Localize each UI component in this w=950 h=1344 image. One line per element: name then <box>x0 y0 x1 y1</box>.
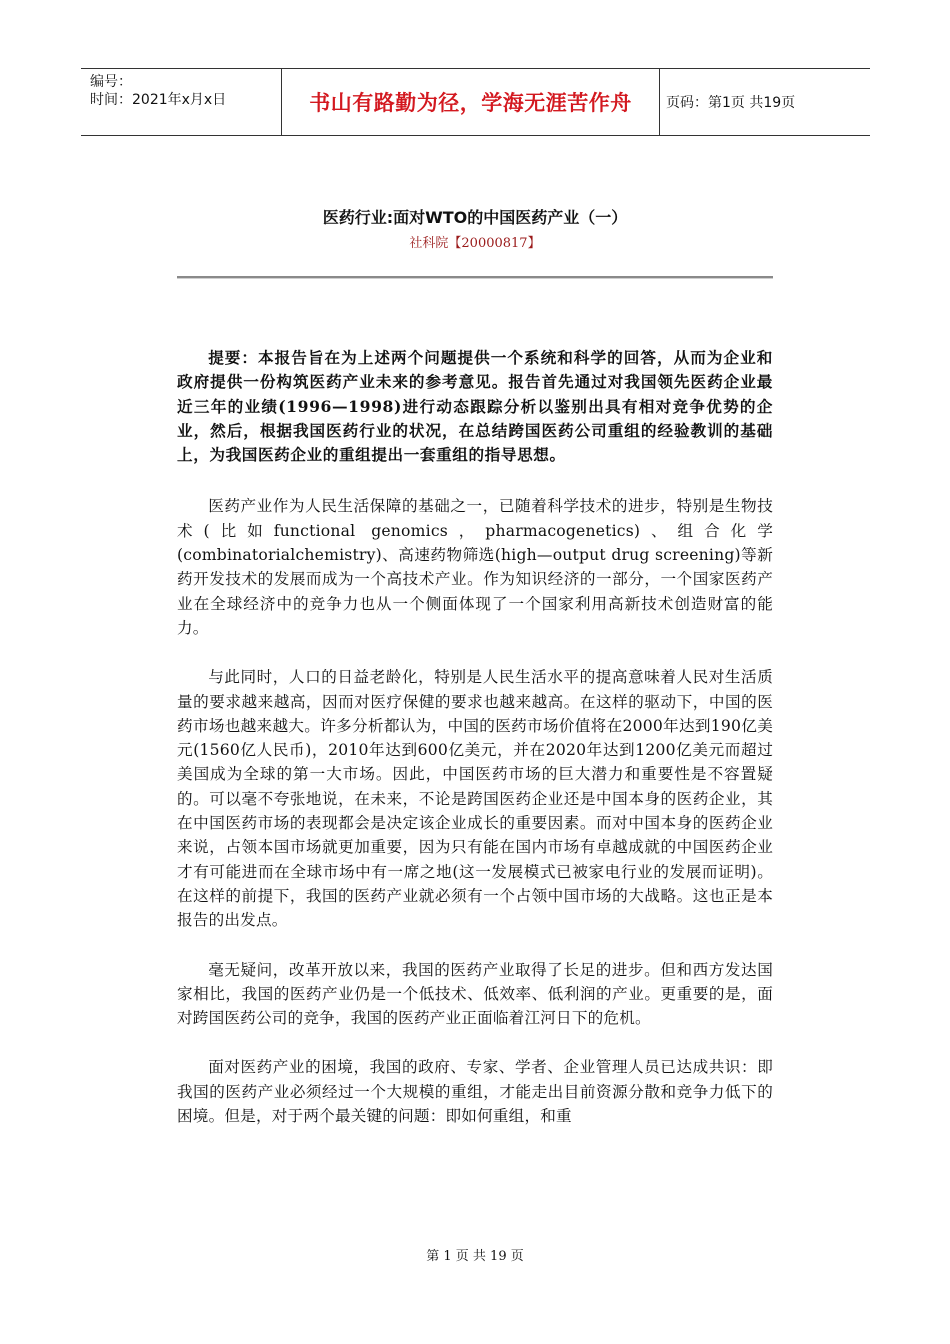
page-footer: 第 1 页 共 19 页 <box>426 1249 524 1264</box>
article-body <box>177 346 773 1128</box>
header-motto-cell <box>281 68 660 136</box>
article-source: 社科院【20000817】 <box>409 236 541 251</box>
body-paragraph: 与此同时，人口的日益老龄化，特别是人民生活水平的提高意味着人民对生活质量的要求越来越高，因而对医疗保健的要求也越来越高。在这样的驱动下，中国的医药市场也越来越大。许多分析都认为，中国的医药市场价值将在2000年达到190亿美元(1560亿人民币)，2010年达到600亿美元，并在2020年达到1200亿美元而超过美国成为全球的第一大市场。因此，中国医药市场的巨大潜力和重要性是不容置疑的。可以毫不夸张地说，在未来，不论是跨国医药企业还是中国本身的医药企业，其在中国医药市场的表现都会是决定该企业成长的重要因素。而对中国本身的医药企业来说，占领本国市场就更加重要，因为只有能在国内市场有卓越成就的中国医药企业才有可能进而在全球市场中有一席之地(这一发展模式已被家电行业的发展而证明)。在这样的前提下，我国的医药产业就必须有一个占领中国市场的大战略。这也正是本报告的出发点。 <box>177 668 773 930</box>
header-left-cell <box>81 69 281 135</box>
body-paragraph: 毫无疑问，改革开放以来，我国的医药产业取得了长足的进步。但和西方发达国家相比，我国的医药产业仍是一个低技术、低效率、低利润的产业。更重要的是，面对跨国医药公司的竞争，我国的医药产业正面临着江河日下的危机。 <box>177 960 773 1028</box>
header-table <box>81 68 870 136</box>
article-title: 医药行业:面对WTO的中国医药产业（一） <box>322 208 628 227</box>
body-paragraph: 面对医药产业的困境，我国的政府、专家、学者、企业管理人员已达成共识：即我国的医药产业必须经过一个大规模的重组，才能走出目前资源分散和竞争力低下的困境。但是，对于两个最关键的问题：即如何重组，和重 <box>177 1058 773 1126</box>
body-paragraph: 医药产业作为人民生活保障的基础之一，已随着科学技术的进步，特别是生物技术(比如functional genomics，pharmacogenetics)、组合化学(combinatorialchemistry)、高速药物筛选(high—output drug screening)等新药开发技术的发展而成为一个高技术产业。作为知识经济的一部分，一个国家医药产业在全球经济中的竞争力也从一个侧面体现了一个国家利用高新技术创造财富的能力。 <box>177 497 773 637</box>
document-time-label: 时间：2021年x月x日 <box>90 92 227 108</box>
header-page-code: 页码：第1页 共19页 <box>666 95 796 111</box>
header-motto: 书山有路勤为径，学海无涯苦作舟 <box>309 91 632 115</box>
abstract-paragraph: 提要：本报告旨在为上述两个问题提供一个系统和科学的回答，从而为企业和政府提供一份构筑医药产业未来的参考意见。报告首先通过对我国领先医药企业最近三年的业绩(1996—1998)进行动态跟踪分析以鉴别出具有相对竞争优势的企业，然后，根据我国医药行业的状况，在总结跨国医药公司重组的经验教训的基础上，为我国医药企业的重组提出一套重组的指导思想。 <box>177 348 773 465</box>
document-number-label: 编号： <box>90 74 132 90</box>
title-divider <box>177 276 773 279</box>
